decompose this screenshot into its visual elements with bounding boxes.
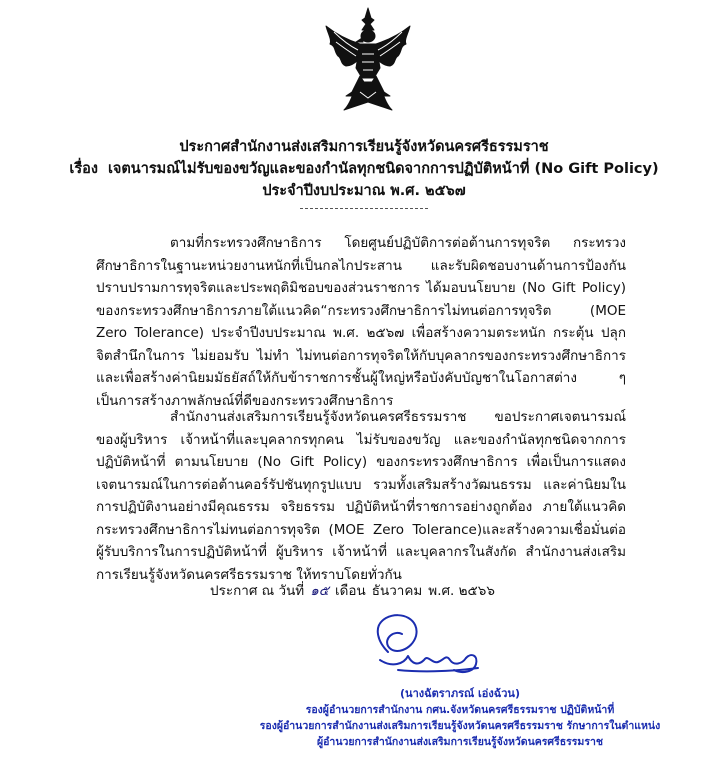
- announcement-date: [210, 580, 501, 602]
- date-month: ธันวาคม: [371, 583, 423, 599]
- signatory-block: [250, 686, 670, 750]
- signatory-name: (นางฉัตราภรณ์ เอ่งฉ้วน): [400, 687, 520, 700]
- paragraph-2: [96, 406, 626, 586]
- date-month-label: เดือน: [335, 583, 366, 599]
- paragraph-1-text: ตามที่กระทรวงศึกษาธิการ โดยศูนย์ปฏิบัติการต่อต้านการทุจริต กระทรวงศึกษาธิการในฐานะหน่วยงานหนักที่เป็นกลไกประสาน และรับผิดชอบงานด้านการป้องกัน ปราบปรามการทุจริตและประพฤติมิชอบของส่วนราชการ ได้มอบนโยบาย (No Gift Policy) ของกระทรวงศึกษาธิการภายใต้แนวคิด“กระทรวงศึกษาธิการไม่ทนต่อการทุจริต (MOE Zero Tolerance) ประจำปีงบประมาณ พ.ศ. ๒๕๖๗ เพื่อสร้างความตระหนัก กระตุ้น ปลุกจิตสำนึกในการ ไม่ยอมรับ ไม่ทำ ไม่ทนต่อการทุจริตให้กับบุคลากรของกระทรวงศึกษาธิการ และเพื่อสร้างค่านิยมมัธยัสถ์ให้กับข้าราชการชั้นผู้ใหญ่หรือบังคับบัญชาในโอกาสต่าง ๆ เป็นการสร้างภาพลักษณ์ที่ดีของกระทรวงศึกษาธิการ: [96, 235, 626, 409]
- announcement-title: [0, 136, 728, 202]
- title-divider: [300, 208, 428, 209]
- subject-label: เรื่อง: [69, 161, 98, 177]
- paragraph-1: [96, 232, 626, 412]
- date-year: พ.ศ. ๒๕๖๖: [428, 583, 495, 599]
- signatory-position-1: รองผู้อำนวยการสำนักงาน กศน.จังหวัดนครศรีธรรมราช ปฏิบัติหน้าที่: [305, 704, 615, 716]
- paragraph-2-text: สำนักงานส่งเสริมการเรียนรู้จังหวัดนครศรีธรรมราช ขอประกาศเจตนารมณ์ของผู้บริหาร เจ้าหน้าที่และบุคลากรทุกคน ไม่รับของขวัญ และของกำนัลทุกชนิดจากการปฏิบัติหน้าที่ ตามนโยบาย (No Gift Policy) ของกระทรวงศึกษาธิการ เพื่อเป็นการแสดงเจตนารมณ์ในการต่อต้านคอร์รัปชันทุกรูปแบบ รวมทั้งเสริมสร้างวัฒนธรรม และค่านิยมในการปฏิบัติงานอย่างมีคุณธรรม จริยธรรม ปฏิบัติหน้าที่ราชการอย่างถูกต้อง ภายใต้แนวคิด กระทรวงศึกษาธิการไม่ทนต่อการทุจริต (MOE Zero Tolerance)และสร้างความเชื่อมั่นต่อผู้รับบริการในการปฏิบัติหน้าที่ ผู้บริหาร เจ้าหน้าที่ และบุคลากรในสังกัด สำนักงานส่งเสริมการเรียนรู้จังหวัดนครศรีธรรมราช ให้ทราบโดยทั่วกัน: [96, 409, 626, 583]
- subject-text: เจตนารมณ์ไม่รับของขวัญและของกำนัลทุกชนิดจากการปฏิบัติหน้าที่ (No Gift Policy): [107, 161, 659, 177]
- signature-icon: [358, 612, 508, 682]
- title-line-3: ประจำปีงบประมาณ พ.ศ. ๒๕๖๗: [262, 183, 466, 199]
- date-announce-label: ประกาศ ณ วันที่: [210, 583, 305, 599]
- title-line-1: ประกาศสำนักงานส่งเสริมการเรียนรู้จังหวัดนครศรีธรรมราช: [179, 139, 549, 155]
- garuda-emblem-icon: [322, 6, 414, 112]
- signatory-position-3: ผู้อำนวยการสำนักงานส่งเสริมการเรียนรู้จังหวัดนครศรีธรรมราช: [316, 736, 604, 748]
- date-day: ๑๕: [310, 583, 330, 599]
- title-subject-line: [0, 158, 728, 180]
- signatory-position-2: รองผู้อำนวยการสำนักงานส่งเสริมการเรียนรู้จังหวัดนครศรีธรรมราช รักษาการในตำแหน่ง: [259, 720, 661, 732]
